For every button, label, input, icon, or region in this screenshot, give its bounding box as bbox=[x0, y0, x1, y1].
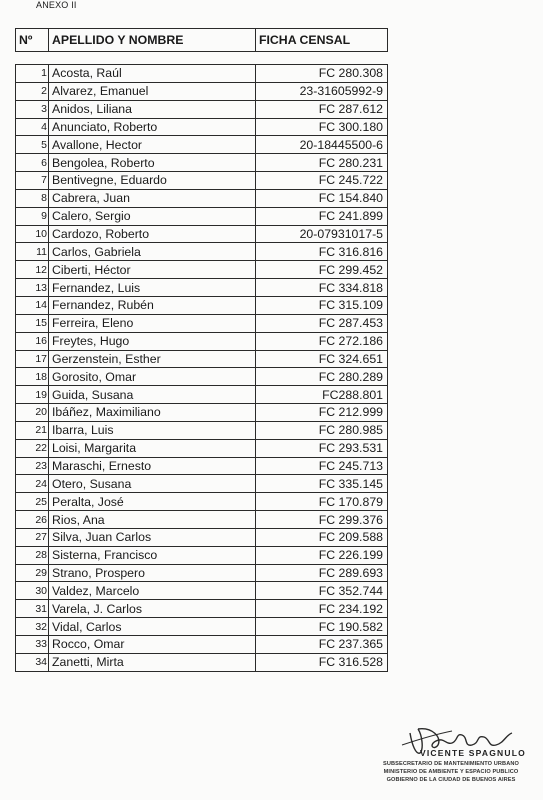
row-name: Ibáñez, Maximiliano bbox=[49, 404, 256, 422]
row-ficha: FC 154.840 bbox=[256, 189, 388, 207]
row-ficha: FC 287.453 bbox=[256, 314, 388, 332]
table-row bbox=[16, 189, 388, 207]
census-table bbox=[15, 28, 388, 672]
row-ficha: FC 280.985 bbox=[256, 421, 388, 439]
table-row bbox=[16, 279, 388, 297]
header-name: APELLIDO Y NOMBRE bbox=[49, 29, 256, 52]
row-number: 27 bbox=[16, 528, 49, 546]
row-number: 15 bbox=[16, 314, 49, 332]
table-row bbox=[16, 296, 388, 314]
row-name: Cardozo, Roberto bbox=[49, 225, 256, 243]
row-name: Bentivegne, Eduardo bbox=[49, 172, 256, 190]
table-row bbox=[16, 546, 388, 564]
row-ficha: FC 289.693 bbox=[256, 564, 388, 582]
row-ficha: FC 272.186 bbox=[256, 332, 388, 350]
table-row bbox=[16, 600, 388, 618]
row-ficha: 23-31605992-9 bbox=[256, 82, 388, 100]
table-row bbox=[16, 65, 388, 83]
row-number: 5 bbox=[16, 136, 49, 154]
official-stamp bbox=[376, 760, 526, 784]
row-name: Vidal, Carlos bbox=[49, 618, 256, 636]
row-number: 24 bbox=[16, 475, 49, 493]
row-name: Rios, Ana bbox=[49, 511, 256, 529]
row-name: Strano, Prospero bbox=[49, 564, 256, 582]
row-name: Guida, Susana bbox=[49, 386, 256, 404]
row-ficha: FC 226.199 bbox=[256, 546, 388, 564]
header-census: FICHA CENSAL bbox=[256, 29, 388, 52]
row-number: 21 bbox=[16, 421, 49, 439]
row-ficha: FC 299.376 bbox=[256, 511, 388, 529]
table-row bbox=[16, 207, 388, 225]
row-ficha: FC 237.365 bbox=[256, 636, 388, 654]
row-ficha: FC 190.582 bbox=[256, 618, 388, 636]
table-row bbox=[16, 439, 388, 457]
row-ficha: FC 352.744 bbox=[256, 582, 388, 600]
row-number: 23 bbox=[16, 457, 49, 475]
table-row bbox=[16, 618, 388, 636]
table-row bbox=[16, 314, 388, 332]
row-ficha: FC 245.713 bbox=[256, 457, 388, 475]
row-name: Varela, J. Carlos bbox=[49, 600, 256, 618]
row-number: 20 bbox=[16, 404, 49, 422]
row-ficha: FC 300.180 bbox=[256, 118, 388, 136]
row-name: Fernandez, Luis bbox=[49, 279, 256, 297]
row-ficha: FC 241.899 bbox=[256, 207, 388, 225]
table-row bbox=[16, 386, 388, 404]
row-ficha: FC 280.289 bbox=[256, 368, 388, 386]
row-number: 1 bbox=[16, 65, 49, 83]
row-name: Valdez, Marcelo bbox=[49, 582, 256, 600]
row-name: Cabrera, Juan bbox=[49, 189, 256, 207]
table-row bbox=[16, 653, 388, 671]
row-ficha: FC 287.612 bbox=[256, 100, 388, 118]
row-ficha: FC288.801 bbox=[256, 386, 388, 404]
row-number: 18 bbox=[16, 368, 49, 386]
row-name: Peralta, José bbox=[49, 493, 256, 511]
row-name: Carlos, Gabriela bbox=[49, 243, 256, 261]
row-name: Ferreira, Eleno bbox=[49, 314, 256, 332]
row-number: 10 bbox=[16, 225, 49, 243]
row-name: Loisi, Margarita bbox=[49, 439, 256, 457]
row-number: 7 bbox=[16, 172, 49, 190]
row-number: 33 bbox=[16, 636, 49, 654]
row-name: Ciberti, Héctor bbox=[49, 261, 256, 279]
row-ficha: FC 280.308 bbox=[256, 65, 388, 83]
row-ficha: 20-18445500-6 bbox=[256, 136, 388, 154]
table-header-row bbox=[16, 29, 388, 52]
table-row bbox=[16, 172, 388, 190]
table-row bbox=[16, 118, 388, 136]
row-number: 8 bbox=[16, 189, 49, 207]
table-row bbox=[16, 636, 388, 654]
stamp-line-2: MINISTERIO DE AMBIENTE Y ESPACIO PUBLICO bbox=[383, 769, 519, 775]
row-ficha: FC 245.722 bbox=[256, 172, 388, 190]
row-number: 34 bbox=[16, 653, 49, 671]
row-name: Gorosito, Omar bbox=[49, 368, 256, 386]
row-number: 16 bbox=[16, 332, 49, 350]
row-number: 17 bbox=[16, 350, 49, 368]
row-number: 13 bbox=[16, 279, 49, 297]
row-ficha: FC 212.999 bbox=[256, 404, 388, 422]
table-row bbox=[16, 154, 388, 172]
row-ficha: FC 316.528 bbox=[256, 653, 388, 671]
row-ficha: 20-07931017-5 bbox=[256, 225, 388, 243]
row-name: Zanetti, Mirta bbox=[49, 653, 256, 671]
row-ficha: FC 299.452 bbox=[256, 261, 388, 279]
row-ficha: FC 334.818 bbox=[256, 279, 388, 297]
table-row bbox=[16, 350, 388, 368]
table-row bbox=[16, 457, 388, 475]
table-row bbox=[16, 261, 388, 279]
row-name: Gerzenstein, Esther bbox=[49, 350, 256, 368]
row-number: 26 bbox=[16, 511, 49, 529]
signatory-name: VICENTE SPAGNULO bbox=[420, 748, 526, 758]
stamp-line-3: GOBIERNO DE LA CIUDAD DE BUENOS AIRES bbox=[386, 777, 516, 783]
table-row bbox=[16, 243, 388, 261]
table-row bbox=[16, 511, 388, 529]
table-row bbox=[16, 404, 388, 422]
row-name: Silva, Juan Carlos bbox=[49, 528, 256, 546]
row-ficha: FC 234.192 bbox=[256, 600, 388, 618]
row-name: Ibarra, Luis bbox=[49, 421, 256, 439]
row-ficha: FC 280.231 bbox=[256, 154, 388, 172]
table-row bbox=[16, 564, 388, 582]
row-number: 28 bbox=[16, 546, 49, 564]
row-number: 6 bbox=[16, 154, 49, 172]
row-number: 3 bbox=[16, 100, 49, 118]
table-row bbox=[16, 225, 388, 243]
row-number: 12 bbox=[16, 261, 49, 279]
row-name: Maraschi, Ernesto bbox=[49, 457, 256, 475]
row-name: Avallone, Hector bbox=[49, 136, 256, 154]
row-ficha: FC 324.651 bbox=[256, 350, 388, 368]
table-row bbox=[16, 493, 388, 511]
table-row bbox=[16, 582, 388, 600]
spacer-row bbox=[16, 52, 388, 65]
row-name: Bengolea, Roberto bbox=[49, 154, 256, 172]
row-number: 30 bbox=[16, 582, 49, 600]
row-number: 29 bbox=[16, 564, 49, 582]
row-ficha: FC 316.816 bbox=[256, 243, 388, 261]
row-name: Acosta, Raúl bbox=[49, 65, 256, 83]
table-row bbox=[16, 475, 388, 493]
stamp-line-1: SUBSECRETARIO DE MANTENIMIENTO URBANO bbox=[383, 761, 519, 767]
row-name: Alvarez, Emanuel bbox=[49, 82, 256, 100]
row-number: 19 bbox=[16, 386, 49, 404]
row-name: Anidos, Liliana bbox=[49, 100, 256, 118]
row-ficha: FC 335.145 bbox=[256, 475, 388, 493]
row-name: Fernandez, Rubén bbox=[49, 296, 256, 314]
table-row bbox=[16, 368, 388, 386]
row-number: 11 bbox=[16, 243, 49, 261]
table-row bbox=[16, 528, 388, 546]
header-number: Nº bbox=[16, 29, 49, 52]
row-name: Calero, Sergio bbox=[49, 207, 256, 225]
row-ficha: FC 170.879 bbox=[256, 493, 388, 511]
row-name: Freytes, Hugo bbox=[49, 332, 256, 350]
row-number: 14 bbox=[16, 296, 49, 314]
row-number: 4 bbox=[16, 118, 49, 136]
row-name: Rocco, Omar bbox=[49, 636, 256, 654]
row-name: Otero, Susana bbox=[49, 475, 256, 493]
row-ficha: FC 293.531 bbox=[256, 439, 388, 457]
row-number: 22 bbox=[16, 439, 49, 457]
table-row bbox=[16, 82, 388, 100]
row-name: Anunciato, Roberto bbox=[49, 118, 256, 136]
table-row bbox=[16, 136, 388, 154]
table-row bbox=[16, 100, 388, 118]
row-number: 25 bbox=[16, 493, 49, 511]
annex-title: ANEXO II bbox=[36, 0, 77, 10]
table-row bbox=[16, 421, 388, 439]
row-number: 9 bbox=[16, 207, 49, 225]
row-number: 31 bbox=[16, 600, 49, 618]
row-number: 32 bbox=[16, 618, 49, 636]
row-number: 2 bbox=[16, 82, 49, 100]
table-body bbox=[16, 52, 388, 672]
row-ficha: FC 315.109 bbox=[256, 296, 388, 314]
row-ficha: FC 209.588 bbox=[256, 528, 388, 546]
table-row bbox=[16, 332, 388, 350]
row-name: Sisterna, Francisco bbox=[49, 546, 256, 564]
